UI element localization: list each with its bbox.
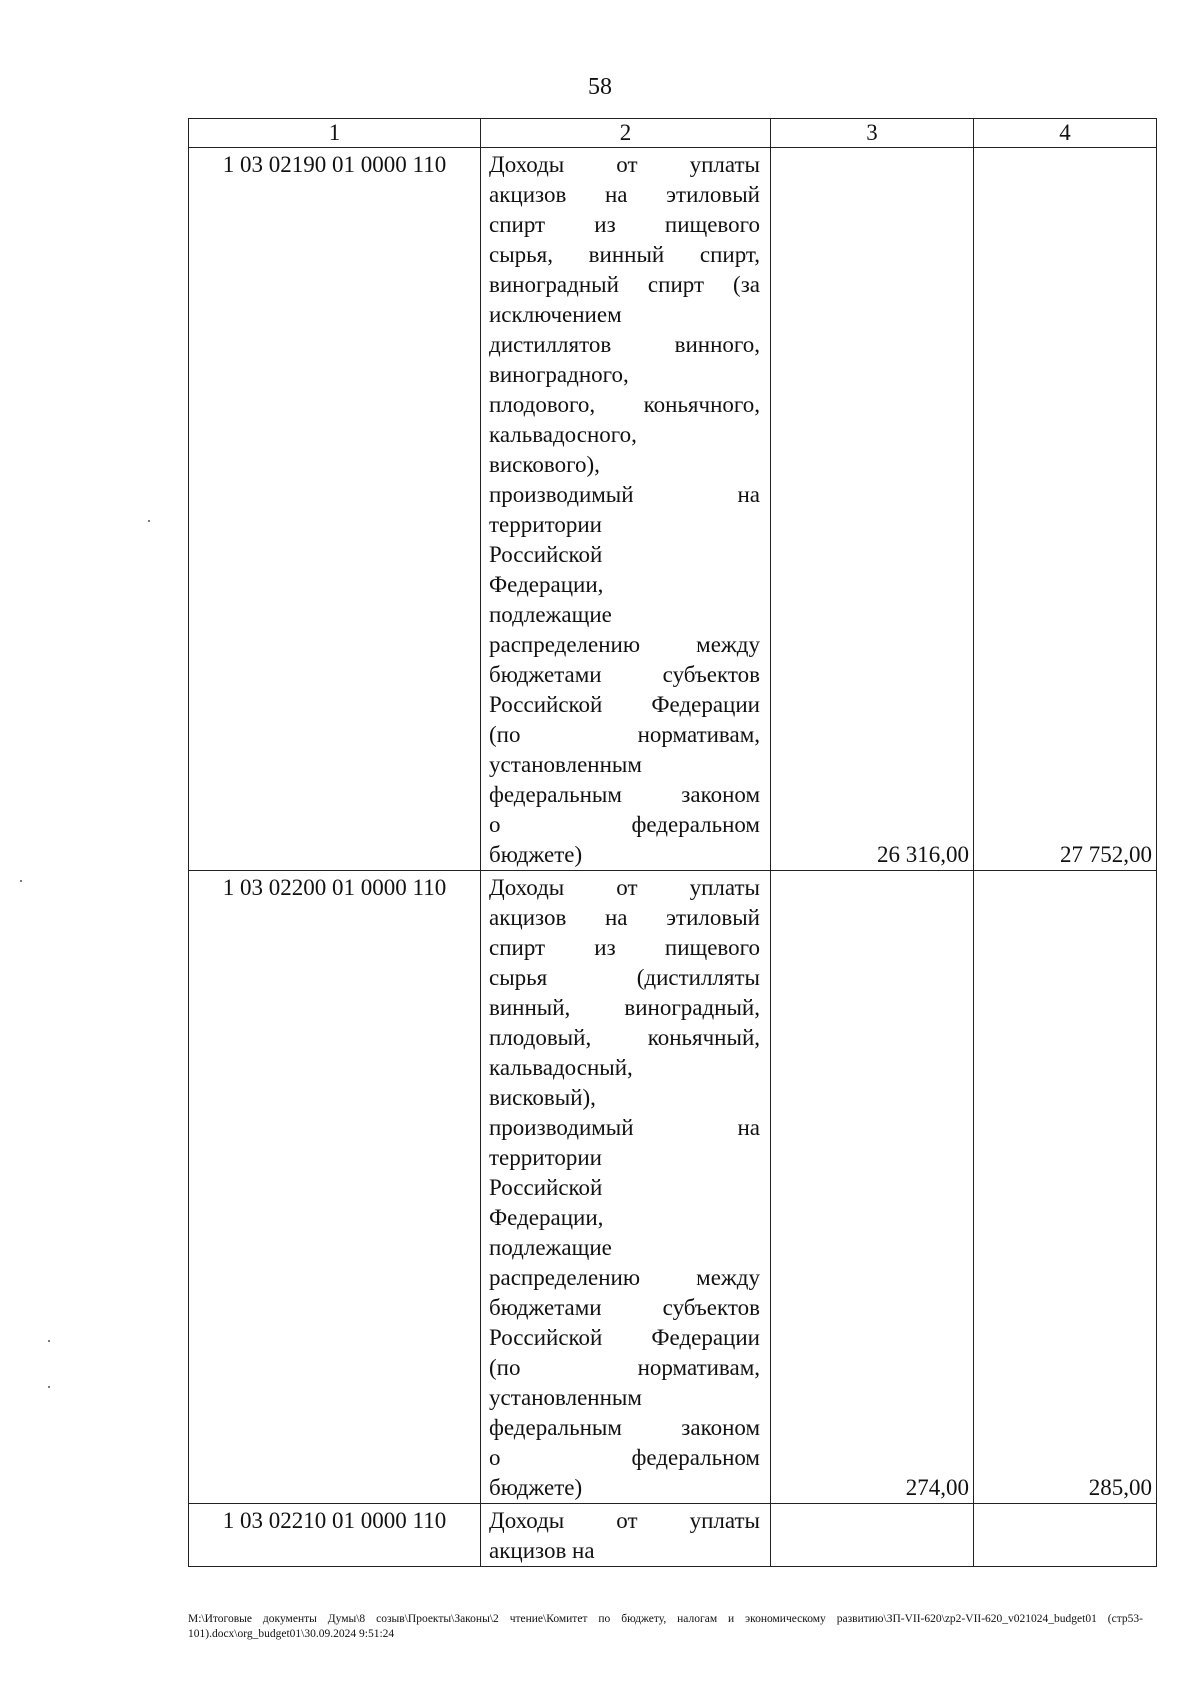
description-line: (по нормативам,: [489, 722, 760, 747]
description-line: федеральным законом: [489, 1415, 760, 1440]
description-line: акцизов на этиловый: [489, 905, 760, 930]
amount-col-3-cell: 26 316,00: [771, 148, 974, 871]
description-line: подлежащие: [489, 1235, 612, 1260]
scan-speck: [48, 1340, 50, 1342]
budget-code-cell: 1 03 02210 01 0000 110: [189, 1504, 481, 1567]
description-line: распределению между: [489, 1265, 760, 1290]
description-line: сырья (дистилляты: [489, 965, 760, 990]
amount-col-4-cell: [974, 1504, 1157, 1567]
description-line: Российской Федерации: [489, 692, 760, 717]
description-line: о федеральном: [489, 812, 760, 837]
description-line: Федерации,: [489, 1205, 604, 1230]
description-line: федеральным законом: [489, 782, 760, 807]
description-line: Доходы от уплаты: [489, 1508, 760, 1533]
description-line: спирт из пищевого: [489, 935, 760, 960]
description-line: производимый на: [489, 1115, 760, 1140]
description-line: установленным: [489, 752, 642, 777]
description-cell: [481, 1504, 771, 1567]
table-header-row: [189, 119, 1157, 148]
header-col-1: 1: [189, 119, 481, 148]
description-line: исключением: [489, 302, 622, 327]
description-line: плодовый, коньячный,: [489, 1025, 760, 1050]
budget-table: [188, 118, 1157, 1567]
description-line: Доходы от уплаты: [489, 152, 760, 177]
scan-speck: [20, 880, 22, 882]
scan-speck: [148, 520, 150, 522]
description-line: бюджетами субъектов: [489, 662, 760, 687]
description-line: территории: [489, 512, 602, 537]
description-line: Российской: [489, 1175, 603, 1200]
description-line: спирт из пищевого: [489, 212, 760, 237]
header-col-4: 4: [974, 119, 1157, 148]
page-number: 58: [588, 74, 612, 100]
description-line: территории: [489, 1145, 602, 1170]
header-col-3: 3: [771, 119, 974, 148]
amount-col-4-cell: 27 752,00: [974, 148, 1157, 871]
table-row: [189, 1504, 1157, 1567]
description-line: бюджете): [489, 1475, 583, 1500]
scan-speck: [48, 1386, 50, 1388]
description-cell: [481, 871, 771, 1504]
description-cell: [481, 148, 771, 871]
description-line: плодового, коньячного,: [489, 392, 760, 417]
budget-code-cell: 1 03 02190 01 0000 110: [189, 148, 481, 871]
document-footer-path: M:\Итоговые документы Думы\8 созыв\Проекты\Законы\2 чтение\Комитет по бюджету, налогам и экономическому развитию\ЗП-VII-620\zp2-VII-620_v021024_budget01 (стр53-101).docx\org_budget01\30.09.2024 9:51:24: [188, 1613, 1143, 1640]
description-line: установленным: [489, 1385, 642, 1410]
description-line: виноградного,: [489, 362, 629, 387]
description-line: акцизов на: [489, 1538, 595, 1563]
description-line: Доходы от уплаты: [489, 875, 760, 900]
description-line: бюджетами субъектов: [489, 1295, 760, 1320]
description-line: кальвадосный,: [489, 1055, 633, 1080]
description-line: бюджете): [489, 842, 583, 867]
description-line: дистиллятов винного,: [489, 332, 760, 357]
description-line: висковый),: [489, 1085, 596, 1110]
amount-col-4-cell: 285,00: [974, 871, 1157, 1504]
description-line: распределению между: [489, 632, 760, 657]
table-row: [189, 871, 1157, 1504]
description-line: Федерации,: [489, 572, 604, 597]
amount-col-3-cell: [771, 1504, 974, 1567]
description-line: винный, виноградный,: [489, 995, 760, 1020]
description-line: о федеральном: [489, 1445, 760, 1470]
description-line: вискового),: [489, 452, 600, 477]
header-col-2: 2: [481, 119, 771, 148]
description-line: Российской Федерации: [489, 1325, 760, 1350]
amount-col-3-cell: 274,00: [771, 871, 974, 1504]
description-line: сырья, винный спирт,: [489, 242, 760, 267]
table-body: [189, 148, 1157, 1567]
description-line: кальвадосного,: [489, 422, 637, 447]
description-line: подлежащие: [489, 602, 612, 627]
description-line: Российской: [489, 542, 603, 567]
description-line: производимый на: [489, 482, 760, 507]
description-line: акцизов на этиловый: [489, 182, 760, 207]
description-line: (по нормативам,: [489, 1355, 760, 1380]
table-row: [189, 148, 1157, 871]
budget-code-cell: 1 03 02200 01 0000 110: [189, 871, 481, 1504]
description-line: виноградный спирт (за: [489, 272, 760, 297]
